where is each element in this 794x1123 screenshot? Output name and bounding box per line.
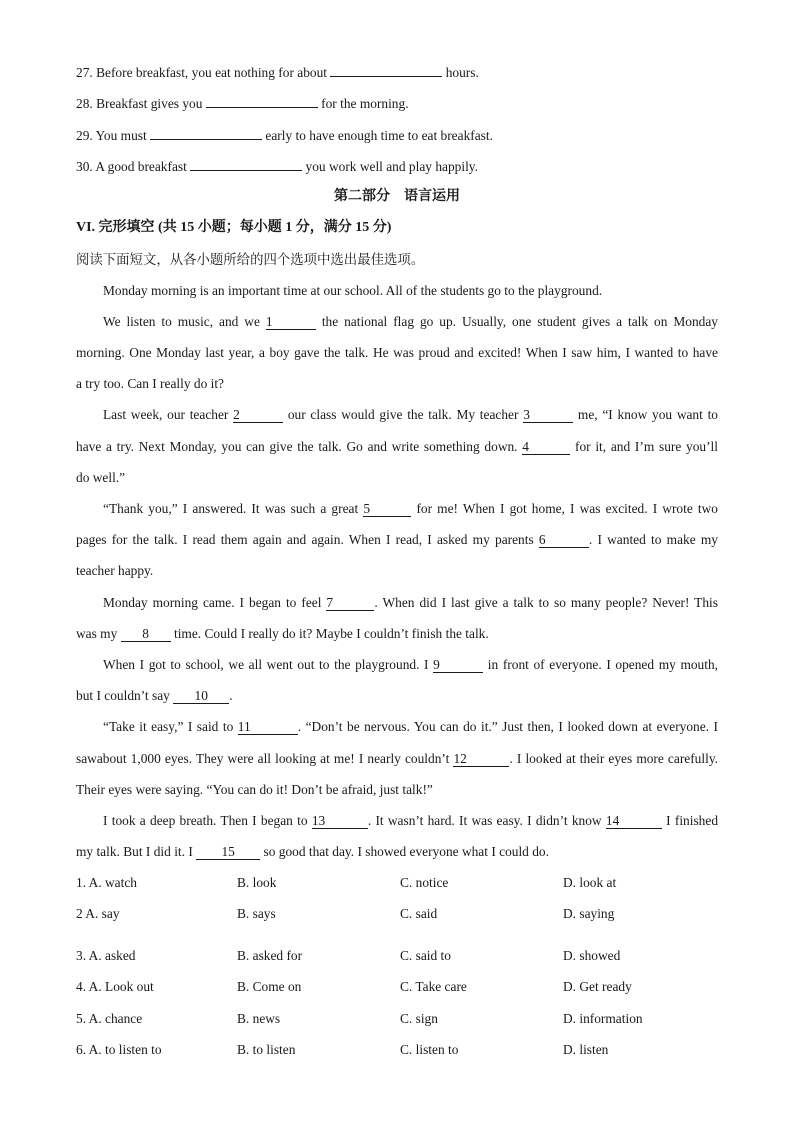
option-b[interactable]: B. says	[237, 906, 276, 921]
cloze-blank[interactable]: 11	[238, 720, 298, 735]
option-b[interactable]: B. look	[237, 875, 277, 890]
option-d[interactable]: D. showed	[563, 948, 621, 963]
passage-text: “Thank you,” I answered. It was such a great	[103, 501, 364, 516]
passage-text: so good that day. I showed everyone what I could do.	[260, 844, 549, 859]
passage-line	[103, 718, 718, 736]
passage-line: do well.”	[76, 470, 126, 485]
passage-text: sawabout 1,000 eyes. They were all looking at me! I nearly couldn’t	[76, 751, 454, 766]
option-d[interactable]: D. look at	[563, 875, 617, 890]
passage-line	[76, 843, 718, 861]
section-heading: VI. 完形填空 (共 15 小题；每小题 1 分，满分 15 分)	[76, 220, 392, 235]
question-text: you work well and play happily.	[302, 159, 478, 174]
passage-line: morning. One Monday last year, a boy gave the talk. He was proud and excited! When I saw him, I wanted to have	[76, 345, 718, 360]
passage-text: . “Don’t be nervous. You can do it.” Just then, I looked down at everyone. I	[297, 719, 718, 734]
cloze-blank[interactable]: 15	[196, 845, 260, 860]
passage-line	[76, 750, 718, 768]
passage-text: When I got to school, we all went out to the playground. I	[103, 657, 434, 672]
part-title: 第二部分 语言运用	[334, 189, 460, 204]
passage-text: but I couldn’t say	[76, 688, 174, 703]
passage-text: Last week, our teacher	[103, 407, 234, 422]
question-28	[76, 94, 718, 113]
question-text: 29. You must	[76, 128, 151, 143]
option-a[interactable]: 1. A. watch	[76, 875, 137, 890]
question-text: 28. Breakfast gives you	[76, 96, 206, 111]
passage-text: me, “I know you want to	[573, 407, 719, 422]
option-d[interactable]: D. saying	[563, 906, 615, 921]
passage-line	[103, 500, 718, 518]
passage-text: our class would give the talk. My teacher	[283, 407, 524, 422]
answer-blank[interactable]	[190, 157, 302, 171]
passage-text: . It wasn’t hard. It was easy. I didn’t know	[367, 813, 606, 828]
question-29	[76, 126, 718, 145]
passage-text: was my	[76, 626, 121, 641]
question-text: for the morning.	[317, 96, 409, 111]
passage-line	[103, 594, 718, 612]
passage-line	[76, 687, 718, 705]
passage-text: the national flag go up. Usually, one student gives a talk on Monday	[315, 314, 719, 329]
instruction: 阅读下面短文，从各小题所给的四个选项中选出最佳选项。	[76, 252, 425, 267]
passage-line	[103, 812, 718, 830]
option-d[interactable]: D. Get ready	[563, 979, 632, 994]
cloze-blank[interactable]: 3	[523, 408, 573, 423]
option-c[interactable]: C. sign	[400, 1011, 438, 1026]
passage-line	[76, 531, 718, 549]
passage-line	[76, 438, 718, 456]
passage-text: “Take it easy,” I said to	[103, 719, 238, 734]
passage-line	[76, 625, 718, 643]
passage-text: We listen to music, and we	[103, 314, 266, 329]
passage-line: a try too. Can I really do it?	[76, 376, 224, 391]
option-c[interactable]: C. said	[400, 906, 438, 921]
option-d[interactable]: D. listen	[563, 1042, 609, 1057]
passage-line: Their eyes were saying. “You can do it! Don’t be afraid, just talk!”	[76, 782, 433, 797]
passage-text: Monday morning came. I began to feel	[103, 595, 327, 610]
option-b[interactable]: B. to listen	[237, 1042, 296, 1057]
question-30	[76, 157, 718, 176]
option-b[interactable]: B. news	[237, 1011, 281, 1026]
option-a[interactable]: 2 A. say	[76, 906, 120, 921]
passage-text: have a try. Next Monday, you can give the talk. Go and write something down.	[76, 439, 523, 454]
option-c[interactable]: C. notice	[400, 875, 449, 890]
passage-text: I finished	[661, 813, 719, 828]
question-text: hours.	[442, 65, 479, 80]
question-text: 27. Before breakfast, you eat nothing for about	[76, 65, 331, 80]
cloze-blank[interactable]: 4	[522, 440, 570, 455]
passage-text: for it, and I’m sure you’ll	[570, 439, 719, 454]
cloze-blank[interactable]: 12	[453, 752, 509, 767]
option-a[interactable]: 4. A. Look out	[76, 979, 154, 994]
option-d[interactable]: D. information	[563, 1011, 643, 1026]
passage-line: teacher happy.	[76, 563, 154, 578]
passage-line: Monday morning is an important time at our school. All of the students go to the playground.	[103, 283, 603, 298]
answer-blank[interactable]	[206, 94, 318, 108]
cloze-blank[interactable]: 14	[606, 814, 662, 829]
question-text: 30. A good breakfast	[76, 159, 191, 174]
passage-line	[103, 406, 718, 424]
option-a[interactable]: 6. A. to listen to	[76, 1042, 162, 1057]
passage-text: I took a deep breath. Then I began to	[103, 813, 312, 828]
option-b[interactable]: B. asked for	[237, 948, 303, 963]
cloze-blank[interactable]: 10	[173, 689, 229, 704]
cloze-blank[interactable]: 9	[433, 658, 483, 673]
cloze-blank[interactable]: 13	[312, 814, 368, 829]
passage-text: my talk. But I did it. I	[76, 844, 197, 859]
cloze-blank[interactable]: 8	[121, 627, 171, 642]
option-a[interactable]: 5. A. chance	[76, 1011, 143, 1026]
passage-text: pages for the talk. I read them again and again. When I read, I asked my parents	[76, 532, 539, 547]
passage-text: for me! When I got home, I was excited. I wrote two	[411, 501, 718, 516]
passage-text: .	[229, 688, 233, 703]
answer-blank[interactable]	[150, 126, 262, 140]
option-c[interactable]: C. Take care	[400, 979, 467, 994]
cloze-blank[interactable]: 1	[266, 315, 316, 330]
cloze-blank[interactable]: 5	[363, 502, 411, 517]
passage-text: time. Could I really do it? Maybe I couldn’t finish the talk.	[170, 626, 489, 641]
passage-text: . I wanted to make my	[588, 532, 718, 547]
passage-text: in front of everyone. I opened my mouth,	[483, 657, 719, 672]
option-a[interactable]: 3. A. asked	[76, 948, 136, 963]
passage-text: . I looked at their eyes more carefully.	[509, 751, 718, 766]
passage-line	[103, 313, 718, 331]
passage-text: . When did I last give a talk to so many people? Never! This	[374, 595, 718, 610]
cloze-blank[interactable]: 6	[539, 533, 589, 548]
question-text: early to have enough time to eat breakfast.	[262, 128, 493, 143]
passage-line	[103, 656, 718, 674]
option-c[interactable]: C. listen to	[400, 1042, 459, 1057]
option-c[interactable]: C. said to	[400, 948, 451, 963]
cloze-blank[interactable]: 2	[233, 408, 283, 423]
question-27	[76, 63, 718, 82]
cloze-blank[interactable]: 7	[326, 596, 374, 611]
answer-blank[interactable]	[330, 63, 442, 77]
option-b[interactable]: B. Come on	[237, 979, 302, 994]
